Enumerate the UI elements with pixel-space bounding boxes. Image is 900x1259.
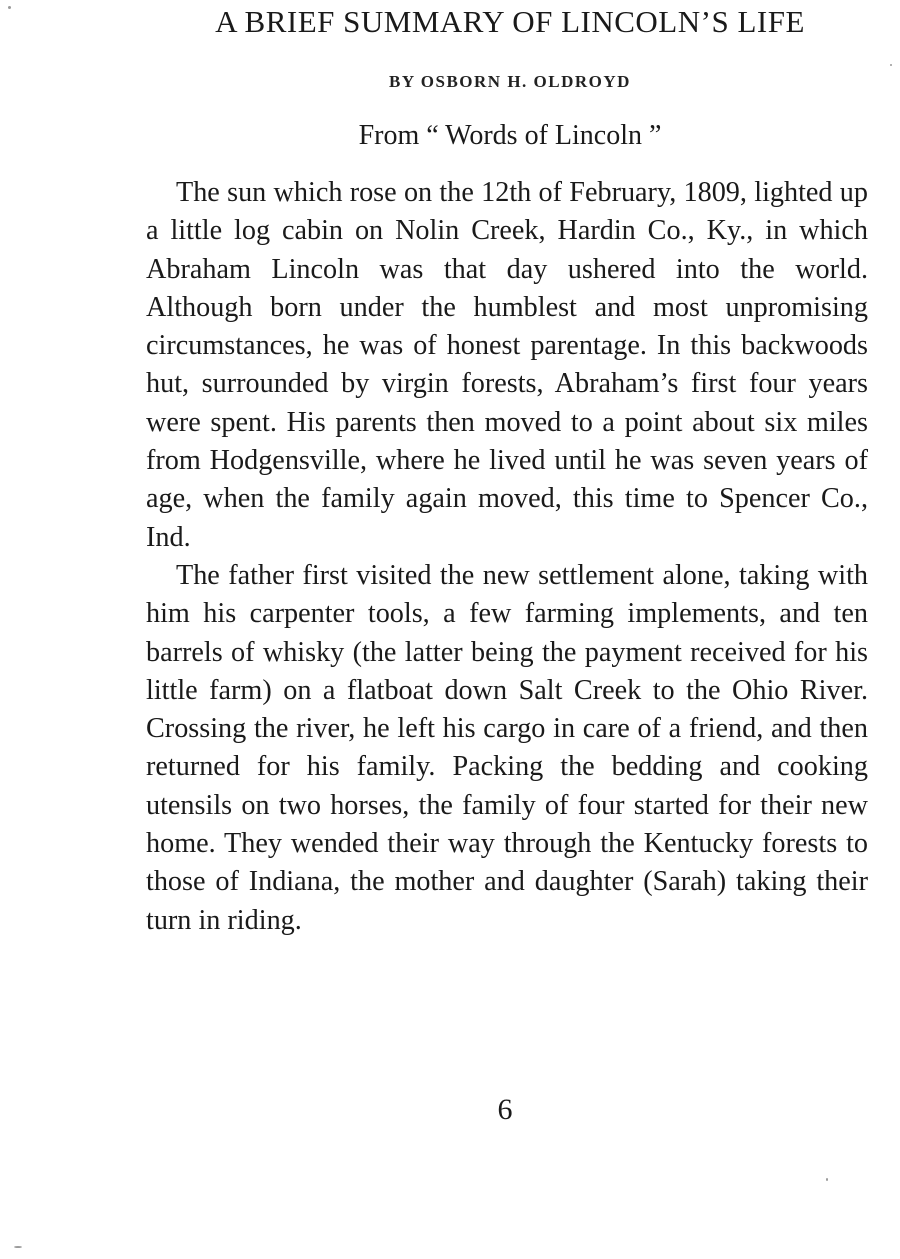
source-attribution: From “ Words of Lincoln ” bbox=[358, 120, 662, 151]
page-number: 6 bbox=[497, 1093, 513, 1126]
paragraph: The father first visited the new settlement alone, taking with him his carpenter tools, a few farming implements, and ten barrels of whisky (the latter being the payment received for his little farm) on a flatboat down Salt Creek to the Ohio River. Crossing the river, he left his cargo in care of a friend, and then returned for his family. Packing the bedding and cooking utensils on two horses, the family of four started for their new home. They wended their way through the Kentucky forests to those of Indiana, the mother and daughter (Sarah) taking their turn in riding. bbox=[146, 559, 868, 936]
author-byline: BY OSBORN H. OLDROYD bbox=[389, 72, 631, 91]
body-text bbox=[146, 174, 868, 940]
page-title: A BRIEF SUMMARY OF LINCOLN’S LIFE bbox=[215, 4, 805, 39]
scan-speck bbox=[14, 1246, 22, 1248]
scan-speck bbox=[826, 1178, 828, 1181]
paragraph: The sun which rose on the 12th of February, 1809, lighted up a little log cabin on Nolin Creek, Hardin Co., Ky., in which Abraham Lincoln was that day ushered into the world. Although born under the humblest and most unpromising circumstances, he was of honest parentage. In this backwoods hut, surrounded by virgin forests, Abraham’s first four years were spent. His parents then moved to a point about six miles from Hodgensville, where he lived until he was seven years of age, when the family again moved, this time to Spencer Co., Ind. bbox=[146, 177, 868, 553]
scan-speck bbox=[890, 64, 892, 66]
scan-speck bbox=[8, 6, 11, 9]
